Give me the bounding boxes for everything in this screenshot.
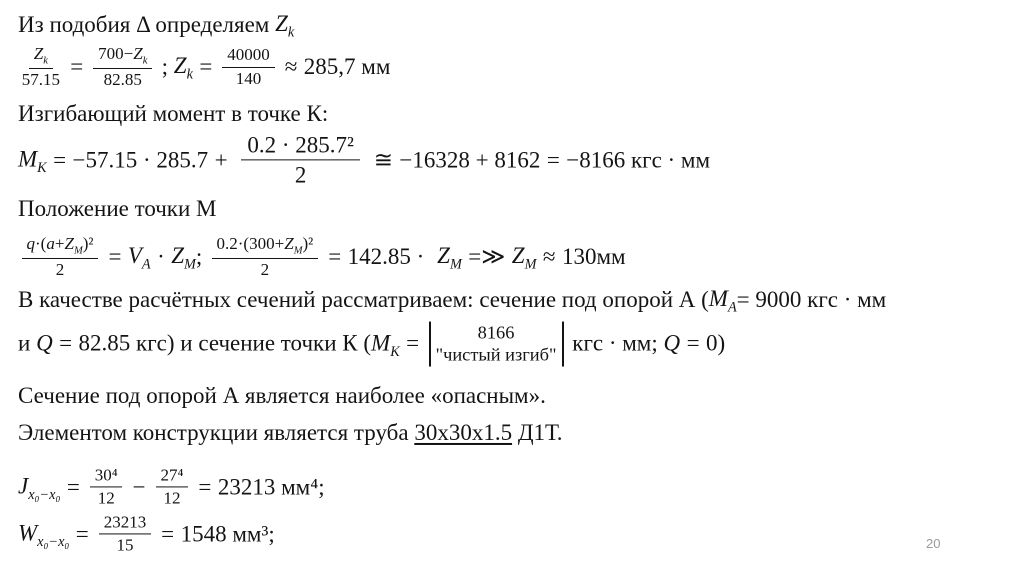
math-subscript: K	[37, 159, 47, 176]
fraction-numerator	[29, 44, 53, 69]
fraction-denominator	[98, 488, 115, 509]
math-variable: $J_{x_0-x_0}$	[18, 473, 61, 503]
fraction	[90, 465, 122, 508]
math-text: 12	[163, 488, 181, 508]
line-bending-moment-heading	[18, 100, 328, 128]
stack-top	[478, 322, 515, 344]
vertical-bar	[562, 322, 564, 367]
math-subscript: x₀−x₀	[37, 533, 70, 550]
math-variable: $Z_M$	[171, 243, 196, 273]
line-design-sections-part1	[18, 285, 886, 315]
line-design-sections-part2	[18, 322, 725, 367]
math-text: 285,7 мм	[303, 53, 391, 79]
math-text: )²	[302, 233, 314, 253]
fraction-numerator	[222, 45, 274, 67]
underlined-text: 30х30х1.5	[414, 419, 513, 445]
math-subscript: M	[524, 256, 537, 273]
math-text: "чистый изгиб"	[435, 345, 557, 365]
math-variable: $Z_k$	[173, 53, 193, 83]
fraction-denominator	[104, 69, 142, 90]
math-text: 700−	[98, 43, 134, 63]
math-subscript: A	[727, 299, 737, 316]
fraction-denominator	[22, 69, 60, 90]
math-operator: =	[66, 473, 80, 499]
math-text: ;	[195, 243, 208, 269]
math-variable: Q	[36, 330, 53, 356]
fraction-numerator	[99, 512, 151, 534]
math-variable: $Z_M$	[64, 233, 83, 257]
math-text: −8166 кгс · мм	[566, 146, 711, 172]
fraction-numerator	[93, 44, 152, 69]
line-inertia-moment-equation	[18, 465, 325, 508]
fraction-numerator	[156, 465, 188, 487]
math-text: В качестве расчётных сечений рассматриваем: сечение под опорой А (	[18, 286, 709, 312]
math-text: кгс · мм;	[566, 330, 664, 356]
math-text: 23213	[103, 512, 147, 532]
math-text: Д1Т.	[512, 419, 563, 445]
line-mk-equation	[18, 131, 710, 188]
math-operator: =	[328, 243, 342, 269]
math-subscript: k	[43, 55, 48, 67]
math-operator: −	[132, 473, 146, 499]
math-operator: =	[406, 330, 420, 356]
line-structural-element	[18, 419, 563, 447]
math-text: 140	[235, 68, 262, 88]
math-text: 2	[55, 259, 65, 279]
math-variable: $M_K$	[371, 330, 400, 360]
fraction-denominator	[164, 488, 181, 509]
math-operator: =	[161, 520, 175, 546]
math-text: Изгибающий момент в точке К:	[18, 100, 329, 126]
math-text: 130мм	[561, 243, 626, 269]
text-stack	[434, 322, 559, 367]
stack-bottom	[436, 344, 557, 366]
fraction	[99, 512, 151, 555]
math-variable: $Z_k$	[33, 43, 48, 67]
fraction-denominator	[295, 161, 307, 189]
math-subscript: x₀−x₀	[28, 486, 61, 503]
math-subscript: M	[183, 256, 196, 273]
math-operator: ≈	[542, 243, 556, 269]
fraction-denominator	[56, 259, 65, 280]
math-operator: ·	[157, 243, 165, 269]
math-text: Положение точки М	[18, 195, 217, 221]
fraction-numerator	[212, 234, 318, 259]
math-text: +	[54, 233, 65, 253]
math-operator: =	[198, 473, 212, 499]
math-text: 82.85	[103, 69, 142, 89]
math-text: 40000	[227, 45, 270, 65]
math-operator: ≈	[284, 53, 298, 79]
math-subscript: M	[73, 245, 83, 257]
math-variable: $Z_k$	[275, 11, 295, 41]
math-text: ·(	[35, 233, 47, 253]
math-text: 12	[97, 488, 115, 508]
fraction	[212, 234, 318, 280]
fraction	[241, 131, 360, 188]
fraction	[22, 44, 60, 90]
page-number: 20	[926, 536, 941, 551]
math-text: 0)	[705, 330, 726, 356]
math-text: ;	[155, 53, 174, 79]
math-text: Из подобия Δ определяем	[18, 11, 276, 37]
math-operator: =	[59, 330, 73, 356]
math-text: и	[18, 330, 37, 356]
line-point-m-heading	[18, 195, 217, 223]
math-variable: $V_A$	[127, 243, 151, 273]
line-zm-equation	[18, 234, 626, 280]
math-text: Сечение под опорой А является наиболее «опасным».	[18, 382, 546, 408]
math-variable: $M_A$	[708, 286, 737, 316]
math-operator: =	[108, 243, 122, 269]
math-text: 30⁴	[94, 465, 118, 485]
math-operator: =	[70, 53, 84, 79]
fraction-numerator	[90, 465, 122, 487]
math-variable: $Z_M$	[284, 233, 303, 257]
math-operator: ≅	[373, 146, 393, 172]
math-variable: $Z_M$	[511, 243, 537, 273]
line-similarity-intro	[18, 10, 294, 40]
math-subscript: M	[449, 256, 462, 273]
fraction-denominator	[236, 67, 262, 88]
math-subscript: k	[186, 66, 193, 83]
line-zk-equation	[18, 44, 390, 90]
math-variable: $M_K$	[18, 146, 47, 176]
math-operator: =	[546, 146, 560, 172]
math-text: −16328 + 8162	[399, 146, 541, 172]
fraction	[93, 44, 152, 90]
math-subscript: k	[142, 55, 148, 67]
math-text: 15	[116, 535, 134, 555]
math-variable: Q	[663, 330, 681, 356]
math-text: 2	[294, 162, 307, 188]
fraction-denominator	[261, 259, 270, 280]
math-variable: $Z_k$	[133, 43, 148, 67]
fraction	[222, 45, 274, 88]
math-subscript: k	[287, 24, 295, 41]
line-dangerous-section	[18, 382, 546, 410]
math-text: 0.2 · 285.7²	[247, 132, 354, 158]
math-variable: q	[26, 233, 35, 253]
math-text: 0.2·(300+	[216, 233, 285, 253]
fraction-denominator	[116, 535, 133, 556]
math-text: −57.15 · 285.7	[72, 146, 209, 172]
line-section-modulus-equation	[18, 512, 275, 555]
math-subscript: A	[141, 256, 151, 273]
math-operator: =	[199, 53, 213, 79]
math-operator: =	[686, 330, 700, 356]
math-operator: =	[53, 146, 67, 172]
vertical-bar	[429, 322, 431, 367]
fraction	[156, 465, 188, 508]
math-text: )²	[82, 233, 94, 253]
fraction-numerator	[241, 131, 360, 160]
math-text: 23213 мм⁴;	[217, 473, 325, 499]
math-text: 82.85 кгс) и сечение точки К (	[78, 330, 372, 356]
math-subscript: M	[293, 245, 303, 257]
fraction-numerator	[22, 234, 99, 259]
math-text: 57.15	[21, 69, 61, 89]
math-operator: =	[75, 520, 89, 546]
math-operator: =≫	[468, 243, 506, 269]
math-variable: $Z_M$	[437, 243, 462, 273]
math-variable: $W_{x_0-x_0}$	[18, 520, 70, 550]
math-text: 2	[260, 259, 270, 279]
fraction	[22, 234, 99, 280]
math-operator: +	[214, 146, 228, 172]
math-variable: a	[46, 233, 55, 253]
math-text: 27⁴	[160, 465, 184, 485]
math-text: 1548 мм³;	[180, 520, 275, 546]
math-text: 142.85 ·	[347, 243, 425, 269]
math-text: Элементом конструкции является труба	[18, 419, 415, 445]
math-text: 8166	[477, 322, 515, 343]
math-text: = 9000 кгс · мм	[736, 286, 887, 312]
math-subscript: K	[390, 343, 400, 360]
